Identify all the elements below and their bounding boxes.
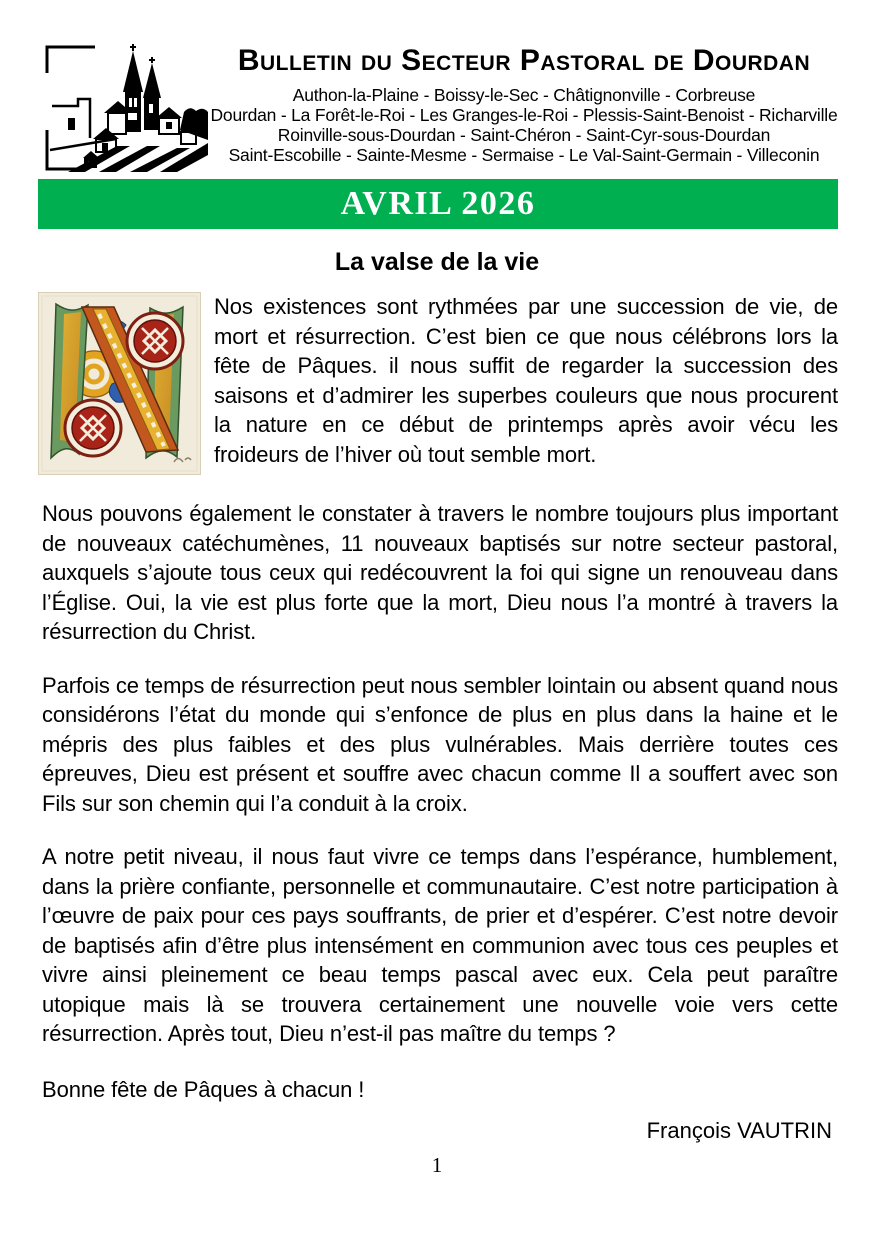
article-title: La valse de la vie: [334, 248, 540, 276]
communes-line-3: Roinville-sous-Dourdan - Saint-Chéron - Saint-Cyr-sous-Dourdan: [277, 125, 771, 145]
masthead-text: [210, 40, 838, 165]
illuminated-letter-n-icon: [38, 292, 201, 475]
communes-list: [210, 85, 838, 165]
author-signature: François VAUTRIN: [646, 1118, 832, 1143]
communes-line-1: Authon-la-Plaine - Boissy-le-Sec - Châtignonville - Corbreuse: [292, 85, 756, 105]
lead-paragraph-row: [38, 292, 838, 475]
paragraph-1: Nos existences sont rythmées par une succession de vie, de mort et résurrection. C’est bien ce que nous célébrons lors la fête de Pâques. il nous suffit de regarder la succession des saisons et d’admirer les superbes couleurs que nous procurent la nature en ce début de printemps après avoir vécu les froideurs de l’hiver où tout semble mort.: [214, 294, 838, 467]
paragraph-2: Nous pouvons également le constater à travers le nombre toujours plus important de nouveaux catéchumènes, 11 nouveaux baptisés sur notre secteur pastoral, auxquels s’ajoute tous ceux qui redécouvrent la foi qui signe un renouveau dans l’Église. Oui, la vie est plus forte que la mort, Dieu nous l’a montré à travers la résurrection du Christ.: [42, 501, 838, 644]
village-church-line-art-icon: [38, 40, 210, 175]
communes-line-4: Saint-Escobille - Sainte-Mesme - Sermaise - Le Val-Saint-Germain - Villeconin: [228, 145, 820, 165]
bulletin-title: Bulletin du Secteur Pastoral de Dourdan: [237, 44, 811, 77]
page-number: 1: [431, 1153, 443, 1177]
paragraph-3: Parfois ce temps de résurrection peut nous sembler lointain ou absent quand nous considérons l’état du monde qui s’enfonce de plus en plus dans la haine et le mépris des plus faibles et des plus vulnérables. Mais derrière toutes ces épreuves, Dieu est présent et souffre avec chacun comme Il a souffert avec son Fils sur son chemin qui l’a conduit à la croix.: [42, 672, 838, 816]
communes-line-2: Dourdan - La Forêt-le-Roi - Les Granges-le-Roi - Plessis-Saint-Benoist - Richarville: [210, 105, 838, 125]
closing-line: Bonne fête de Pâques à chacun !: [42, 1076, 365, 1102]
month-banner: [38, 179, 838, 229]
masthead: [38, 40, 838, 175]
paragraph-4: A notre petit niveau, il nous faut vivre ce temps dans l’espérance, humblement, dans la prière confiante, personnelle et communautaire. C’est notre participation à l’œuvre de paix pour ces pays souffrants, de prier et d’espérer. C’est notre devoir de baptisés afin d’être plus intensément en communion avec tous ces peuples et vivre ainsi pleinement ce beau temps pascal avec eux. Cela peut paraître utopique mais là se trouvera certainement une nouvelle voie vers cette résurrection. Après tout, Dieu n’est-il pas maître du temps ?: [42, 844, 838, 1046]
month-banner-label: AVRIL 2026: [340, 185, 536, 222]
